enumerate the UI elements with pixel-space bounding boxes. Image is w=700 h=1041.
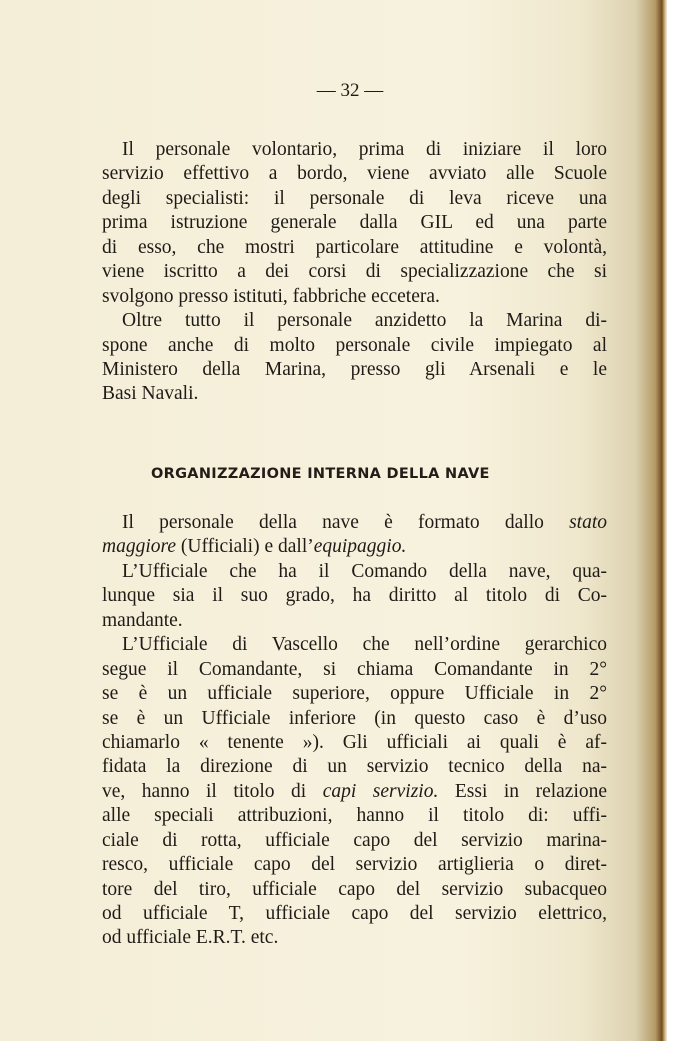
- italic-term: stato: [569, 512, 607, 533]
- text-line: se è un Ufficiale inferiore (in questo caso è d’uso: [102, 707, 607, 729]
- text-segment: (Ufficiali) e dall’: [176, 536, 314, 558]
- text-line: od ufficiale E.R.T. etc.: [102, 927, 279, 949]
- text-line: Ministero della Marina, presso gli Arsenali e le: [102, 358, 607, 380]
- text-line: [102, 535, 607, 559]
- section-personnel: [102, 138, 607, 407]
- text-line: L’Ufficiale di Vascello che nell’ordine gerarchico: [122, 634, 607, 656]
- text-line: od ufficiale T, ufficiale capo del servizio elettrico,: [102, 903, 607, 924]
- text-line: tore del tiro, ufficiale capo del servizio subacqueo: [102, 878, 607, 900]
- text-line: Oltre tutto il personale anzidetto la Marina di-: [122, 310, 607, 332]
- text-line: resco, ufficiale capo del servizio artiglieria o diret-: [102, 854, 607, 876]
- text-line: prima istruzione generale dalla GIL ed una parte: [102, 212, 607, 234]
- text-line: di esso, che mostri particolare attitudine e volontà,: [102, 236, 607, 258]
- page-edge: [662, 0, 667, 1041]
- text-line: lunque sia il suo grado, ha diritto al titolo di Co-: [102, 585, 607, 607]
- text-line: Basi Navali.: [102, 383, 199, 405]
- text-segment: Essi in relazione: [438, 780, 608, 802]
- text-line: mandante.: [102, 609, 183, 631]
- text-segment: Il personale della nave è formato dallo: [122, 512, 570, 533]
- text-line: degli specialisti: il personale di leva riceve una: [102, 187, 607, 209]
- text-line: spone anche di molto personale civile impiegato al: [102, 334, 607, 356]
- italic-term: equipaggio.: [313, 536, 407, 558]
- text-line: fidata la direzione di un servizio tecnico della na-: [102, 756, 607, 778]
- italic-term: maggiore: [102, 536, 177, 558]
- text-line: ciale di rotta, ufficiale capo del servizio marina-: [102, 829, 607, 851]
- text-line: svolgono presso istituti, fabbriche eccetera.: [102, 285, 440, 307]
- page-number: — 32 —: [316, 80, 384, 101]
- text-line: Il personale volontario, prima di iniziare il loro: [122, 139, 607, 160]
- section-heading: ORGANIZZAZIONE INTERNA DELLA NAVE: [151, 466, 490, 482]
- text-line: [102, 511, 607, 535]
- text-line: servizio effettivo a bordo, viene avviato alle Scuole: [102, 163, 607, 185]
- text-line: se è un ufficiale superiore, oppure Ufficiale in 2°: [102, 683, 607, 705]
- text-line: L’Ufficiale che ha il Comando della nave, qua-: [122, 560, 607, 582]
- text-line: segue il Comandante, si chiama Comandante in 2°: [102, 658, 607, 680]
- text-line: alle speciali attribuzioni, hanno il titolo di: uffi-: [102, 805, 607, 827]
- section-ship-organization: [102, 511, 607, 951]
- text-segment: ve, hanno il titolo di: [102, 780, 323, 802]
- text-line: [102, 780, 607, 804]
- italic-term: capi servizio.: [322, 780, 439, 802]
- text-line: chiamarlo « tenente »). Gli ufficiali ai quali è af-: [102, 731, 607, 753]
- text-line: viene iscritto a dei corsi di specializzazione che si: [102, 261, 607, 283]
